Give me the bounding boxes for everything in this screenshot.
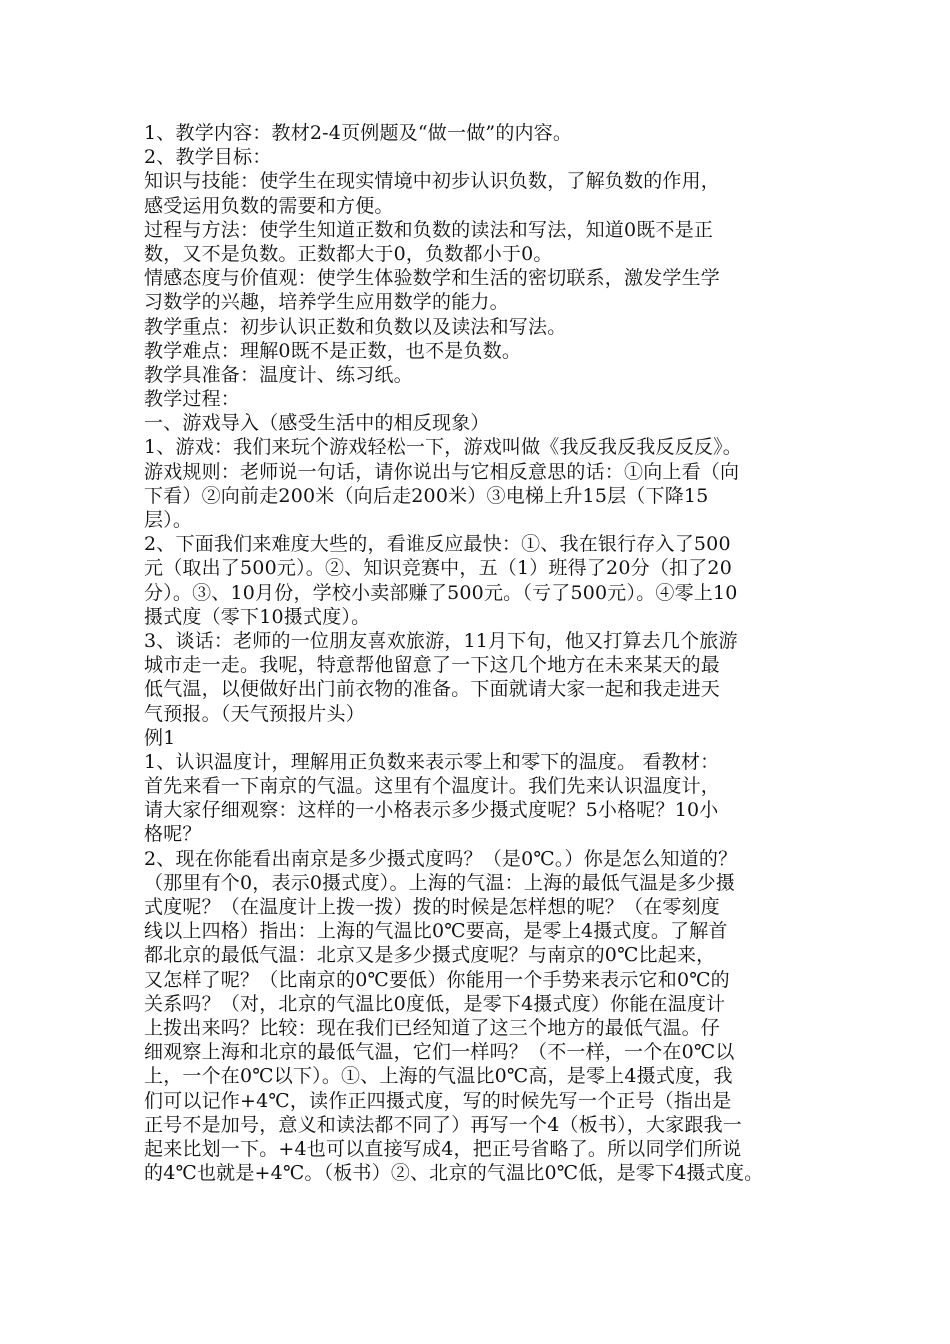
text-line: 2、教学目标： bbox=[144, 146, 272, 169]
text-line: 低气温，以便做好出门前衣物的准备。下面就请大家一起和我走进天 bbox=[144, 678, 721, 701]
text-line: 教学重点：初步认识正数和负数以及读法和写法。 bbox=[144, 315, 567, 338]
text-line: 请大家仔细观察：这样的一小格表示多少摄式度呢？5小格呢？10小 bbox=[144, 799, 719, 822]
text-line: 关系吗？（对，北京的气温比0度低，是零下4摄式度）你能在温度计 bbox=[144, 992, 726, 1015]
text-line: 教学过程： bbox=[144, 388, 241, 411]
text-line: 细观察上海和北京的最低气温，它们一样吗？（不一样，一个在0℃以 bbox=[144, 1041, 735, 1064]
text-line: 过程与方法：使学生知道正数和负数的读法和写法，知道0既不是正 bbox=[144, 218, 714, 241]
text-line: 都北京的最低气温：北京又是多少摄式度呢？与南京的0℃比起来， bbox=[144, 944, 716, 967]
document-body bbox=[144, 121, 824, 1185]
text-line: 格呢？ bbox=[144, 823, 202, 846]
text-line: 感受运用负数的需要和方便。 bbox=[144, 194, 394, 217]
text-line: 1、教学内容：教材2-4页例题及“做一做”的内容。 bbox=[144, 122, 573, 144]
text-line: 例1 bbox=[144, 726, 176, 749]
text-line: 教学具准备：温度计、练习纸。 bbox=[144, 363, 413, 386]
text-line: （那里有个0，表示0摄式度）。上海的气温：上海的最低气温是多少摄 bbox=[144, 871, 736, 894]
text-line: 的4℃也就是+4℃。（板书）②、北京的气温比0℃低，是零下4摄式度。 bbox=[144, 1162, 764, 1185]
text-line: 式度呢？（在温度计上拨一拨）拨的时候是怎样想的呢？（在零刻度 bbox=[144, 896, 721, 918]
text-line: 一、游戏导入（感受生活中的相反现象） bbox=[144, 412, 490, 435]
text-line: 起来比划一下。+4也可以直接写成4，把正号省略了。所以同学们所说 bbox=[144, 1137, 742, 1160]
text-line: 城市走一走。我呢，特意帮他留意了一下这几个地方在未来某天的最 bbox=[144, 654, 721, 677]
text-line: 层）。 bbox=[144, 509, 193, 531]
text-line: 知识与技能：使学生在现实情境中初步认识负数，了解负数的作用， bbox=[144, 170, 721, 193]
text-line: 习数学的兴趣，培养学生应用数学的能力。 bbox=[144, 291, 509, 314]
text-line: 分）。③、10月份，学校小卖部赚了500元。（亏了500元）。④零上10 bbox=[144, 581, 738, 604]
text-line: 教学难点：理解0既不是正数，也不是负数。 bbox=[144, 339, 522, 362]
text-line: 们可以记作+4℃，读作正四摄式度，写的时候先写一个正号（指出是 bbox=[144, 1089, 732, 1112]
text-line: 摄式度（零下10摄式度）。 bbox=[144, 605, 371, 628]
text-line: 游戏规则：老师说一句话，请你说出与它相反意思的话：①向上看（向 bbox=[144, 460, 740, 483]
text-line: 首先来看一下南京的气温。这里有个温度计。我们先来认识温度计， bbox=[144, 775, 721, 798]
text-line: 上拨出来吗？比较：现在我们已经知道了这三个地方的最低气温。仔 bbox=[144, 1016, 721, 1039]
text-line: 又怎样了呢？（比南京的0℃要低）你能用一个手势来表示它和0℃的 bbox=[144, 968, 730, 991]
text-line: 3、谈话：老师的一位朋友喜欢旅游，11月下旬，他又打算去几个旅游 bbox=[144, 629, 738, 652]
text-line: 1、认识温度计，理解用正负数来表示零上和零下的温度。 看教材： bbox=[144, 750, 720, 773]
text-line: 元（取出了500元）。②、知识竞赛中，五（1）班得了20分（扣了20 bbox=[144, 557, 733, 580]
text-line: 数，又不是负数。正数都大于0，负数都小于0。 bbox=[144, 242, 553, 265]
text-line: 2、现在你能看出南京是多少摄式度吗？（是0℃。）你是怎么知道的？ bbox=[144, 847, 738, 870]
text-line: 情感态度与价值观：使学生体验数学和生活的密切联系，激发学生学 bbox=[144, 267, 721, 290]
text-line: 气预报。（天气预报片头） bbox=[144, 702, 365, 725]
text-line: 上，一个在0℃以下）。①、上海的气温比0℃高，是零上4摄式度，我 bbox=[144, 1065, 733, 1088]
text-line: 1、游戏：我们来玩个游戏轻松一下，游戏叫做《我反我反我反反反》。 bbox=[144, 436, 742, 459]
text-line: 下看）②向前走200米（向后走200米）③电梯上升15层（下降15 bbox=[144, 484, 709, 507]
text-line: 线以上四格）指出：上海的气温比0℃要高，是零上4摄式度。了解首 bbox=[144, 920, 728, 943]
text-line: 正号不是加号，意义和读法都不同了）再写一个4（板书），大家跟我一 bbox=[144, 1113, 742, 1136]
text-line: 2、下面我们来难度大些的，看谁反应最快：①、我在银行存入了500 bbox=[144, 533, 731, 556]
